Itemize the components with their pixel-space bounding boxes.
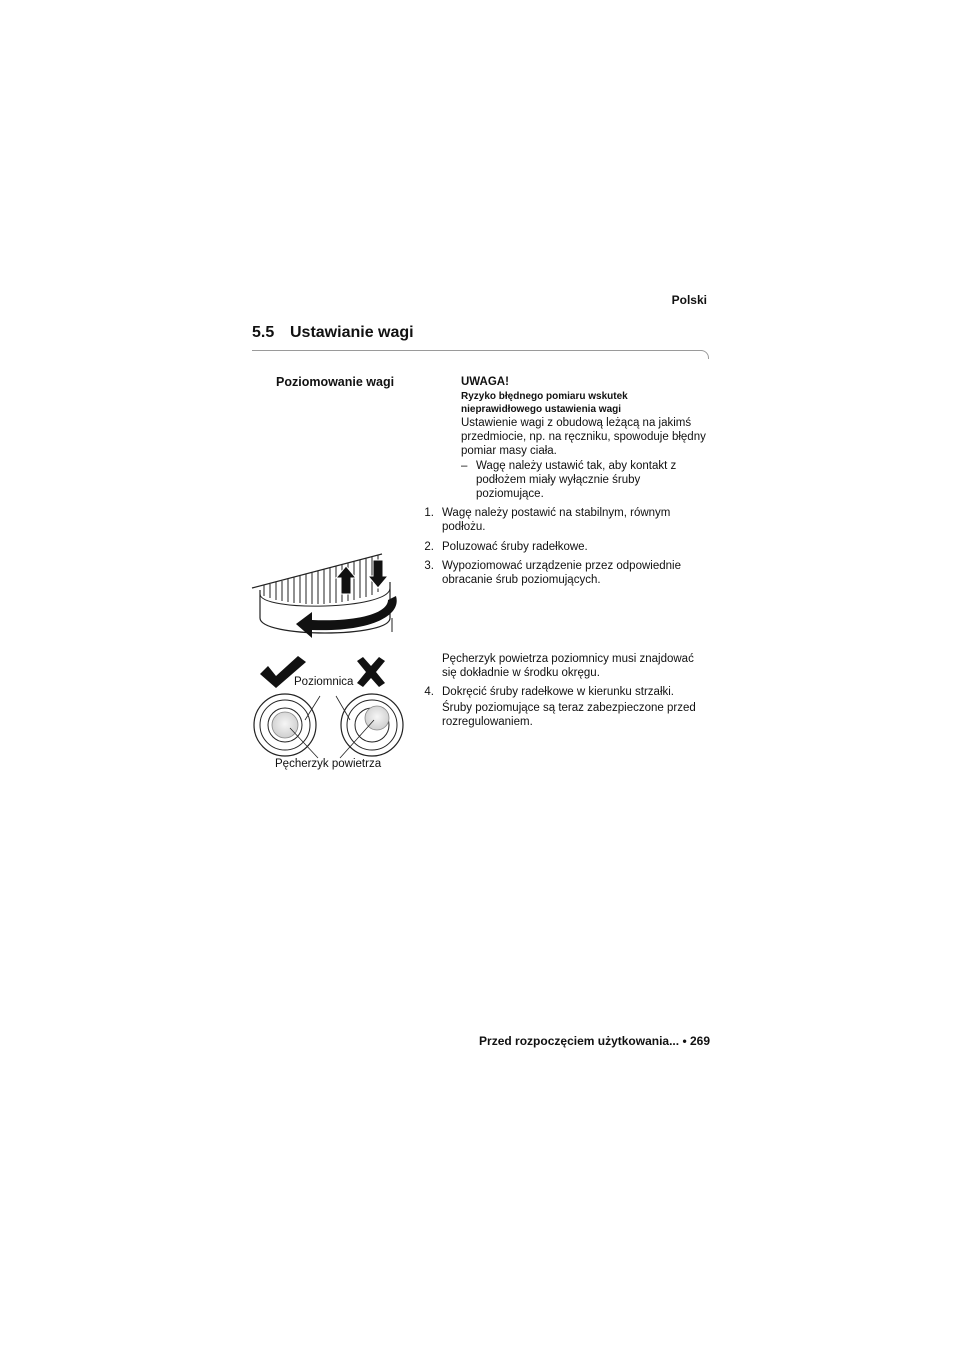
section-divider-end <box>699 350 709 359</box>
leveling-illustration <box>250 548 400 648</box>
warning-label: UWAGA! <box>461 376 509 388</box>
step-text: Wypoziomować urządzenie przez odpowiednie obracanie śrub poziomujących. <box>442 560 681 586</box>
level-bubbles-illustration <box>250 690 410 760</box>
subsection-title: Poziomowanie wagi <box>276 375 395 389</box>
warning-subtitle: Ryzyko błędnego pomiaru wskutek nieprawidłowego ustawienia wagi <box>461 391 628 415</box>
warning-bullet-mark: – <box>461 460 468 472</box>
section-heading <box>252 324 414 342</box>
bubble-level-correct <box>254 694 316 756</box>
step-number: 2. <box>424 541 434 553</box>
label-bubble: Pęcherzyk powietrza <box>275 758 382 770</box>
level-note: Pęcherzyk powietrza poziomnicy musi znajdować się dokładnie w środku okręgu. <box>442 653 694 679</box>
section-number: 5.5 <box>252 324 275 341</box>
step-text: Poluzować śruby radełkowe. <box>442 541 588 553</box>
warning-body: Ustawienie wagi z obudową leżącą na jakimś przedmiocie, np. na ręczniku, spowoduje błędny pomiar masy ciała. <box>461 417 706 457</box>
step-number: 4. <box>424 686 434 698</box>
warning-bullet-text: Wagę należy ustawić tak, aby kontakt z podłożem miały wyłącznie śruby poziomujące. <box>476 460 677 500</box>
step-text: Wagę należy postawić na stabilnym, równym podłożu. <box>442 507 671 533</box>
step-number: 1. <box>424 507 434 519</box>
step-number: 3. <box>424 560 434 572</box>
page-footer: Przed rozpoczęciem użytkowania... • 269 <box>479 1034 710 1048</box>
section-title: Ustawianie wagi <box>290 324 414 341</box>
section-divider <box>252 350 702 351</box>
step-text: Dokręcić śruby radełkowe w kierunku strzałki. <box>442 686 674 698</box>
step-followup: Śruby poziomujące są teraz zabezpieczone przed rozregulowaniem. <box>442 702 696 728</box>
language-label: Polski <box>671 293 707 307</box>
cross-icon <box>355 657 387 687</box>
label-level: Poziomnica <box>294 676 354 688</box>
